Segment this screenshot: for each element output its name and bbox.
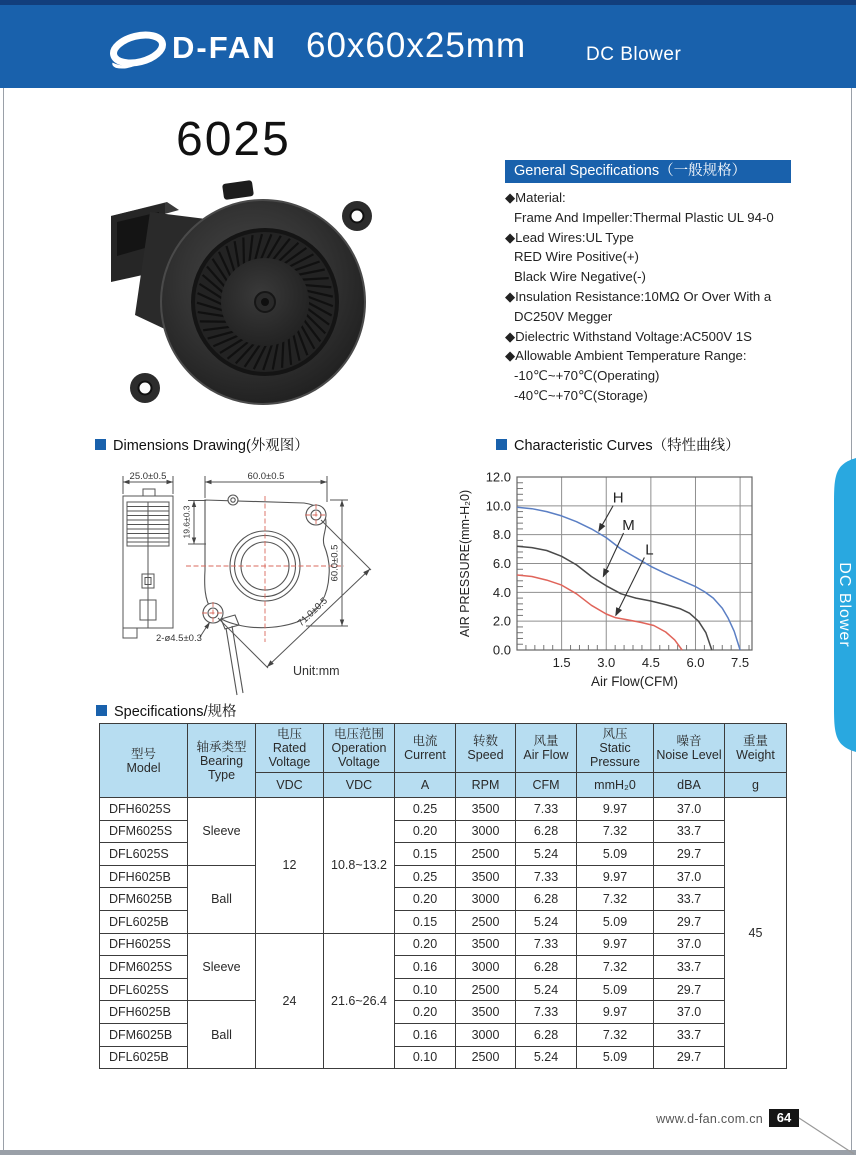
- cell-speed: 3000: [456, 956, 516, 979]
- brand-name: D-FAN: [172, 30, 277, 65]
- cell-model: DFH6025S: [100, 798, 188, 821]
- cell-airflow: 5.24: [516, 1046, 577, 1069]
- curve-M: [517, 546, 712, 650]
- page-number-badge: 64: [769, 1109, 799, 1127]
- cell-airflow: 7.33: [516, 865, 577, 888]
- model-number-title: 6025: [176, 113, 291, 166]
- product-category: DC Blower: [586, 44, 682, 65]
- cell-current: 0.20: [395, 820, 456, 843]
- col-header-airflow: 风量 Air Flow: [516, 724, 577, 773]
- col-header-operation-voltage: 电压范围 Operation Voltage: [324, 724, 395, 773]
- cell-model: DFL6025B: [100, 910, 188, 933]
- svg-text:8.0: 8.0: [492, 527, 511, 543]
- mounting-hole: [139, 382, 152, 395]
- footer-corner-line: [796, 1107, 856, 1159]
- table-row: [100, 865, 787, 888]
- blower-photo-graphic: [111, 180, 372, 404]
- cell-model: DFL6025S: [100, 843, 188, 866]
- svg-text:1.5: 1.5: [552, 655, 571, 670]
- mounting-hole: [351, 210, 364, 223]
- cell-airflow: 5.24: [516, 978, 577, 1001]
- curve-label-M: M: [622, 517, 635, 535]
- curve-L: [517, 575, 682, 650]
- cell-noise: 29.7: [654, 910, 725, 933]
- cell-pressure: 9.97: [577, 798, 654, 821]
- cell-airflow: 5.24: [516, 910, 577, 933]
- unit-cfm: CFM: [516, 773, 577, 798]
- spec-line: Frame And Impeller:Thermal Plastic UL 94-0: [514, 209, 774, 225]
- cell-current: 0.20: [395, 1001, 456, 1024]
- cell-current: 0.10: [395, 1046, 456, 1069]
- header-bar: [0, 0, 856, 88]
- cell-noise: 37.0: [654, 798, 725, 821]
- website-url: www.d-fan.com.cn: [656, 1112, 763, 1126]
- cell-speed: 3500: [456, 865, 516, 888]
- svg-text:6.0: 6.0: [492, 556, 511, 571]
- table-row: [100, 933, 787, 956]
- cell-airflow: 7.33: [516, 798, 577, 821]
- cell-speed: 3500: [456, 798, 516, 821]
- cell-operation-voltage: 10.8~13.2: [324, 798, 395, 934]
- specifications-table: [99, 723, 787, 1069]
- cell-speed: 3500: [456, 933, 516, 956]
- cell-pressure: 5.09: [577, 843, 654, 866]
- cell-speed: 3500: [456, 1001, 516, 1024]
- cell-pressure: 7.32: [577, 1023, 654, 1046]
- cell-current: 0.16: [395, 1023, 456, 1046]
- lead-wire: [232, 626, 243, 693]
- cell-noise: 29.7: [654, 978, 725, 1001]
- cell-noise: 33.7: [654, 888, 725, 911]
- cell-current: 0.10: [395, 978, 456, 1001]
- top-tab: [222, 180, 254, 200]
- curve-label-H: H: [612, 489, 624, 507]
- side-tab-dc-blower: [820, 458, 856, 752]
- cell-noise: 37.0: [654, 1001, 725, 1024]
- col-header-bearing: 轴承类型 Bearing Type: [188, 724, 256, 798]
- svg-text:4.0: 4.0: [492, 584, 511, 600]
- unit-vdc: VDC: [324, 773, 395, 798]
- cell-current: 0.25: [395, 865, 456, 888]
- col-header-model: 型号 Model: [100, 724, 188, 798]
- unit-vdc: VDC: [256, 773, 324, 798]
- cell-pressure: 5.09: [577, 910, 654, 933]
- cell-operation-voltage: 21.6~26.4: [324, 933, 395, 1069]
- cell-current: 0.16: [395, 956, 456, 979]
- cell-model: DFM6025B: [100, 1023, 188, 1046]
- cell-rated-voltage: 12: [256, 798, 324, 934]
- cell-pressure: 5.09: [577, 978, 654, 1001]
- general-specs-list: [505, 188, 810, 406]
- cell-pressure: 9.97: [577, 933, 654, 956]
- cell-noise: 33.7: [654, 820, 725, 843]
- cell-model: DFM6025S: [100, 820, 188, 843]
- product-photo: [95, 170, 395, 416]
- col-header-current: 电流 Current: [395, 724, 456, 773]
- table-row: [100, 798, 787, 821]
- cell-current: 0.20: [395, 888, 456, 911]
- cell-model: DFM6025S: [100, 956, 188, 979]
- cell-bearing: Ball: [188, 1001, 256, 1069]
- spec-line: DC250V Megger: [514, 308, 613, 324]
- cell-speed: 3000: [456, 1023, 516, 1046]
- cell-model: DFL6025S: [100, 978, 188, 1001]
- svg-text:10.0: 10.0: [485, 498, 511, 514]
- general-specs-header: General Specifications（一般规格）: [505, 160, 791, 183]
- cell-weight: 45: [725, 798, 787, 1069]
- cell-speed: 2500: [456, 978, 516, 1001]
- cell-airflow: 5.24: [516, 843, 577, 866]
- unit-label: Unit:mm: [293, 664, 340, 678]
- blue-square-icon: [496, 439, 507, 450]
- unit-a: A: [395, 773, 456, 798]
- cell-current: 0.15: [395, 910, 456, 933]
- table-row: [100, 1001, 787, 1024]
- side-tab-label: DC Blower: [836, 562, 853, 648]
- cell-bearing: Sleeve: [188, 798, 256, 866]
- cell-speed: 3000: [456, 820, 516, 843]
- cell-noise: 29.7: [654, 1046, 725, 1069]
- cell-rated-voltage: 24: [256, 933, 324, 1069]
- unit-mmh2o: mmH₂0: [577, 773, 654, 798]
- page-border-left: [3, 88, 4, 1150]
- page-bottom-bar: [0, 1150, 856, 1155]
- cell-current: 0.25: [395, 798, 456, 821]
- y-axis-title: AIR PRESSURE(mm-H₂0): [458, 489, 472, 638]
- spec-line: ◆Allowable Ambient Temperature Range:: [505, 348, 747, 364]
- brand-logo-swirl-icon: [108, 26, 168, 70]
- wire-connector: [221, 615, 239, 629]
- spec-line: -40℃~+70℃(Storage): [514, 387, 648, 403]
- cell-speed: 2500: [456, 910, 516, 933]
- spec-line: RED Wire Positive(+): [514, 249, 639, 265]
- lead-wire: [226, 628, 237, 695]
- spec-line: ◆Insulation Resistance:10MΩ Or Over With a: [505, 288, 772, 304]
- x-axis-title: Air Flow(CFM): [591, 674, 678, 689]
- svg-text:7.5: 7.5: [731, 655, 750, 670]
- cell-airflow: 7.33: [516, 1001, 577, 1024]
- cell-speed: 3000: [456, 888, 516, 911]
- curve-label-L: L: [645, 541, 654, 559]
- svg-text:0.0: 0.0: [492, 642, 511, 658]
- cell-airflow: 6.28: [516, 1023, 577, 1046]
- cell-airflow: 6.28: [516, 888, 577, 911]
- svg-text:3.0: 3.0: [597, 655, 616, 670]
- cell-model: DFL6025B: [100, 1046, 188, 1069]
- cell-model: DFH6025B: [100, 1001, 188, 1024]
- cell-speed: 2500: [456, 1046, 516, 1069]
- spec-line: ◆Lead Wires:UL Type: [505, 229, 634, 245]
- col-header-rated-voltage: 电压 Rated Voltage: [256, 724, 324, 773]
- col-header-noise: 噪音 Noise Level: [654, 724, 725, 773]
- svg-text:4.5: 4.5: [641, 655, 660, 670]
- cell-airflow: 6.28: [516, 956, 577, 979]
- cell-noise: 29.7: [654, 843, 725, 866]
- cell-pressure: 9.97: [577, 1001, 654, 1024]
- cell-pressure: 7.32: [577, 888, 654, 911]
- unit-g: g: [725, 773, 787, 798]
- section-title-label: Characteristic Curves（特性曲线）: [514, 438, 740, 454]
- cell-noise: 33.7: [654, 956, 725, 979]
- unit-dba: dBA: [654, 773, 725, 798]
- cell-current: 0.15: [395, 843, 456, 866]
- unit-rpm: RPM: [456, 773, 516, 798]
- spec-line: ◆Material:: [505, 190, 566, 205]
- col-header-speed: 转数 Speed: [456, 724, 516, 773]
- col-header-pressure: 风压 Static Pressure: [577, 724, 654, 773]
- cell-noise: 33.7: [654, 1023, 725, 1046]
- cell-airflow: 7.33: [516, 933, 577, 956]
- cell-pressure: 5.09: [577, 1046, 654, 1069]
- cell-pressure: 7.32: [577, 820, 654, 843]
- cell-pressure: 9.97: [577, 865, 654, 888]
- dim-label-side-width: 25.0±0.5: [129, 471, 167, 482]
- svg-text:6.0: 6.0: [686, 655, 705, 670]
- section-title-label: Specifications/规格: [114, 704, 237, 720]
- cell-noise: 37.0: [654, 865, 725, 888]
- col-header-weight: 重量 Weight: [725, 724, 787, 773]
- svg-text:12.0: 12.0: [485, 469, 511, 485]
- product-size: 60x60x25mm: [306, 26, 527, 65]
- spec-line: -10℃~+70℃(Operating): [514, 368, 660, 384]
- cell-model: DFM6025B: [100, 888, 188, 911]
- cell-pressure: 7.32: [577, 956, 654, 979]
- cell-bearing: Sleeve: [188, 933, 256, 1001]
- cell-model: DFH6025B: [100, 865, 188, 888]
- dim-label-inlet-height: 19.6±0.3: [181, 505, 192, 539]
- brand: [108, 26, 277, 70]
- dim-label-mount-holes: 2-ø4.5±0.3: [156, 633, 202, 644]
- cell-current: 0.20: [395, 933, 456, 956]
- dim-label-front-width: 60.0±0.5: [247, 471, 285, 482]
- header-top-strip: [0, 0, 856, 5]
- characteristic-curves-chart: [455, 450, 825, 695]
- cell-noise: 37.0: [654, 933, 725, 956]
- dimensions-drawing: [90, 448, 460, 748]
- svg-text:2.0: 2.0: [492, 613, 511, 629]
- cell-speed: 2500: [456, 843, 516, 866]
- side-view: [123, 489, 173, 638]
- cell-model: DFH6025S: [100, 933, 188, 956]
- cell-bearing: Ball: [188, 865, 256, 933]
- cell-airflow: 6.28: [516, 820, 577, 843]
- spec-line: Black Wire Negative(-): [514, 269, 646, 285]
- spec-line: ◆Dielectric Withstand Voltage:AC500V 1S: [505, 328, 752, 344]
- dim-label-diagonal: 71.0±0.5: [295, 595, 330, 629]
- dim-label-front-height: 60.0±0.5: [329, 544, 341, 582]
- section-title-label: Dimensions Drawing(外观图）: [113, 438, 309, 454]
